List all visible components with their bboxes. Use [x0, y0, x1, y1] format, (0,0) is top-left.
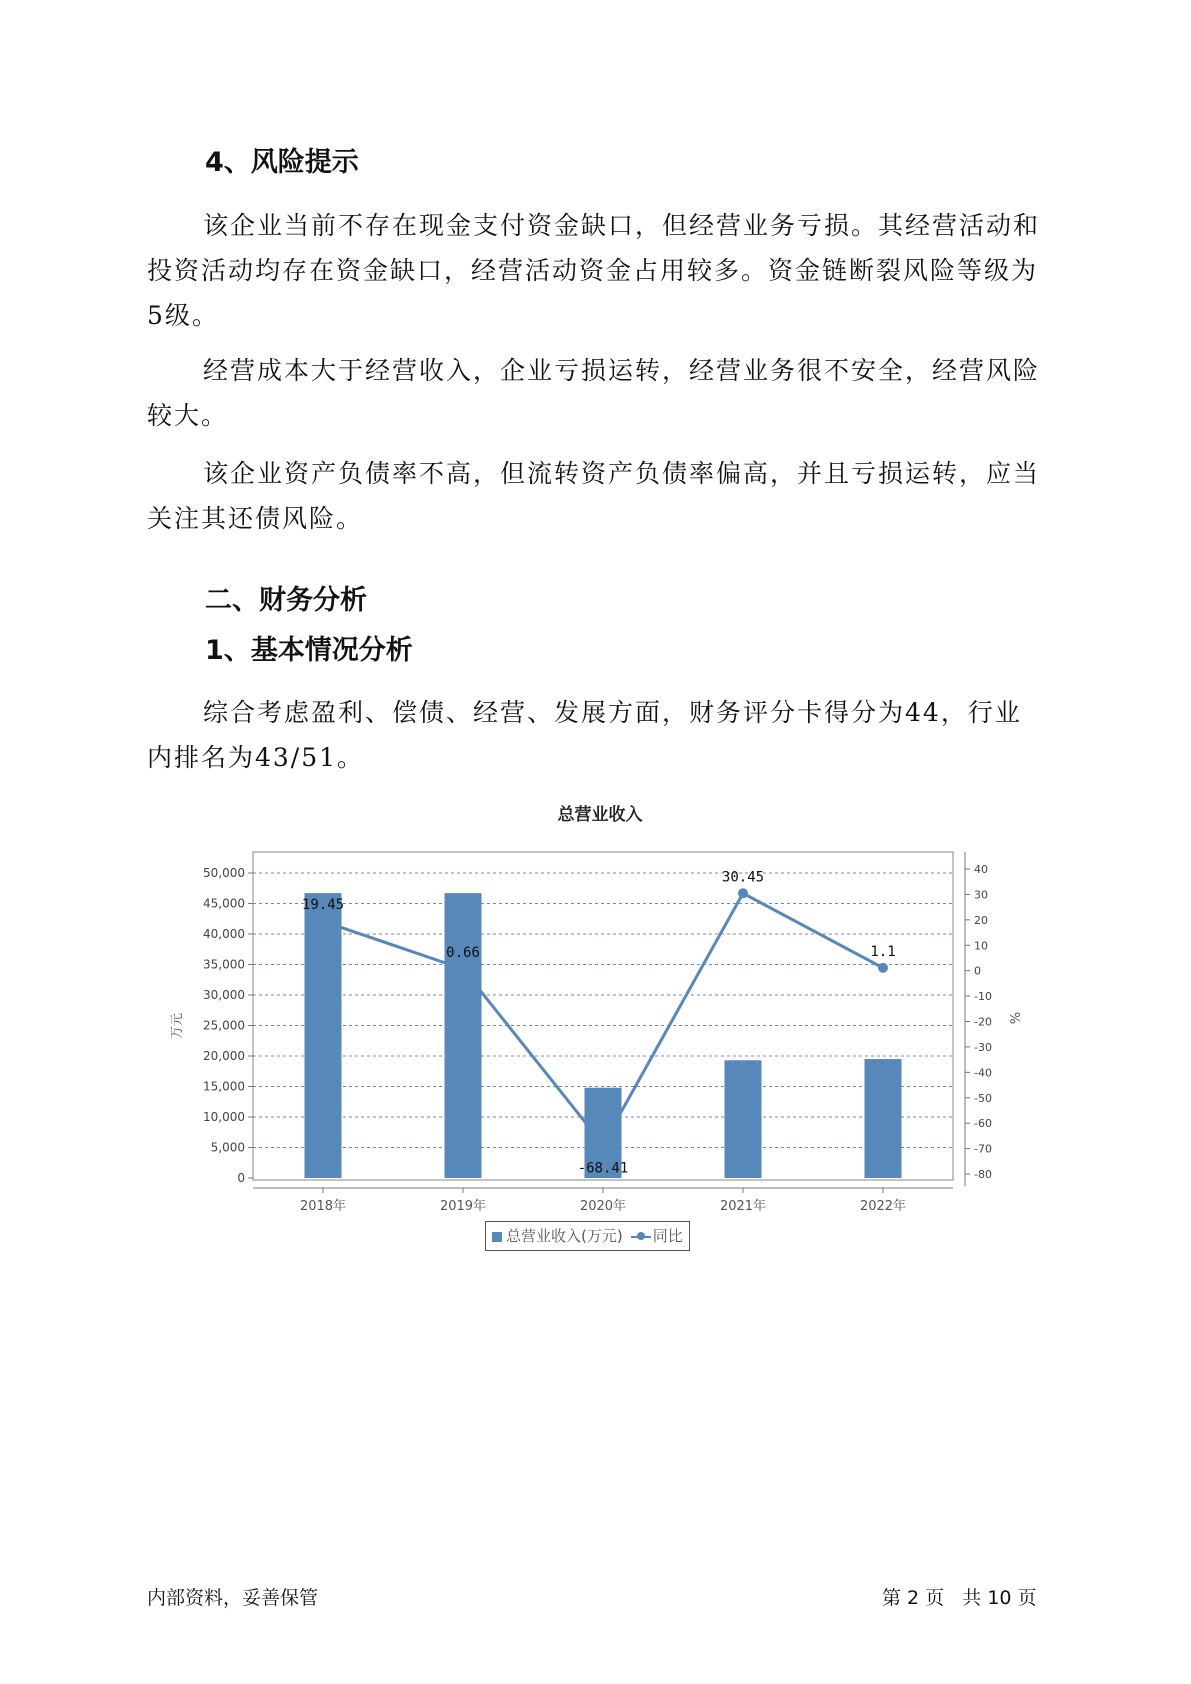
y-axis-label: 万元: [170, 1012, 185, 1040]
heading-risk-alert: 4、风险提示: [205, 147, 359, 178]
paragraph-scorecard: 综合考虑盈利、偿债、经营、发展方面，财务评分卡得分为44，行业内排名为43/51。: [147, 698, 1022, 772]
y-tick-label: 50,000: [203, 866, 245, 880]
y-tick-label: 15,000: [203, 1079, 245, 1094]
y-tick-label: 25,000: [203, 1018, 245, 1033]
x-tick-label: 2020年: [579, 1199, 627, 1214]
y-tick-label: 5,000: [210, 1140, 245, 1155]
revenue-bar: [305, 893, 342, 1178]
yoy-point: [738, 888, 748, 898]
y2-tick-label: -70: [974, 1142, 992, 1156]
y2-tick-label: -40: [974, 1066, 992, 1080]
paragraph-cash-gap: 该企业当前不存在现金支付资金缺口，但经营业务亏损。其经营活动和投资活动均存在资金缺口，经营活动资金占用较多。资金链断裂风险等级为5级。: [147, 211, 1041, 330]
paragraph-debt-risk: 该企业资产负债率不高，但流转资产负债率偏高，并且亏损运转，应当关注其还债风险。: [147, 459, 1041, 533]
revenue-chart-svg: [170, 800, 1030, 1260]
yoy-data-label: 30.45: [721, 869, 765, 886]
revenue-bar: [445, 893, 482, 1178]
yoy-data-label: 0.66: [446, 944, 480, 961]
revenue-bar: [865, 1059, 902, 1178]
y-tick-label: 45,000: [203, 896, 245, 911]
chart-title: 总营业收入: [557, 805, 643, 825]
y2-tick-label: 0: [974, 964, 981, 978]
footer-confidential: 内部资料，妥善保管: [147, 1587, 319, 1609]
yoy-point: [878, 963, 888, 973]
y-tick-label: 40,000: [203, 927, 245, 941]
y-tick-label: 20,000: [203, 1049, 245, 1063]
y2-tick-label: -60: [974, 1117, 992, 1131]
yoy-data-label: 19.45: [301, 897, 345, 914]
y2-axis-label: %: [1006, 1011, 1021, 1025]
y-tick-label: 10,000: [203, 1110, 245, 1124]
y2-tick-label: 30: [974, 888, 988, 902]
x-tick-label: 2018年: [299, 1199, 347, 1214]
y2-tick-label: -80: [974, 1168, 992, 1181]
footer-page-number: 第 2 页 共 10 页: [882, 1587, 1037, 1609]
yoy-data-label: 1.1: [870, 943, 896, 960]
yoy-data-label: -68.41: [577, 1160, 629, 1177]
yoy-point: [598, 1140, 608, 1150]
y2-tick-label: -50: [974, 1091, 992, 1105]
y2-tick-label: -10: [974, 990, 992, 1004]
y2-tick-label: -20: [974, 1015, 992, 1029]
x-tick-label: 2022年: [859, 1199, 907, 1214]
heading-basic-analysis: 1、基本情况分析: [205, 635, 413, 666]
heading-financial-analysis: 二、财务分析: [205, 585, 367, 616]
legend-bar-label: 总营业收入(万元): [506, 1227, 623, 1245]
y2-tick-label: -30: [974, 1040, 992, 1054]
revenue-chart: [170, 800, 1030, 1260]
y2-tick-label: 40: [974, 863, 988, 876]
y2-tick-label: 10: [974, 939, 988, 953]
chart-legend: [485, 1221, 690, 1251]
legend-line-swatch: [631, 1236, 651, 1238]
yoy-point: [318, 916, 328, 926]
y-tick-label: 0: [237, 1171, 245, 1185]
paragraph-operating-risk: 经营成本大于经营收入，企业亏损运转，经营业务很不安全，经营风险较大。: [147, 356, 1041, 430]
x-tick-label: 2019年: [439, 1199, 487, 1214]
revenue-bar: [725, 1060, 762, 1178]
y2-tick-label: 20: [974, 913, 988, 927]
yoy-point: [458, 964, 468, 974]
legend-line-label: 同比: [652, 1227, 683, 1245]
legend-bar-swatch: [492, 1232, 502, 1242]
x-tick-label: 2021年: [719, 1199, 767, 1214]
y-tick-label: 30,000: [203, 988, 245, 1002]
y-tick-label: 35,000: [203, 957, 245, 972]
